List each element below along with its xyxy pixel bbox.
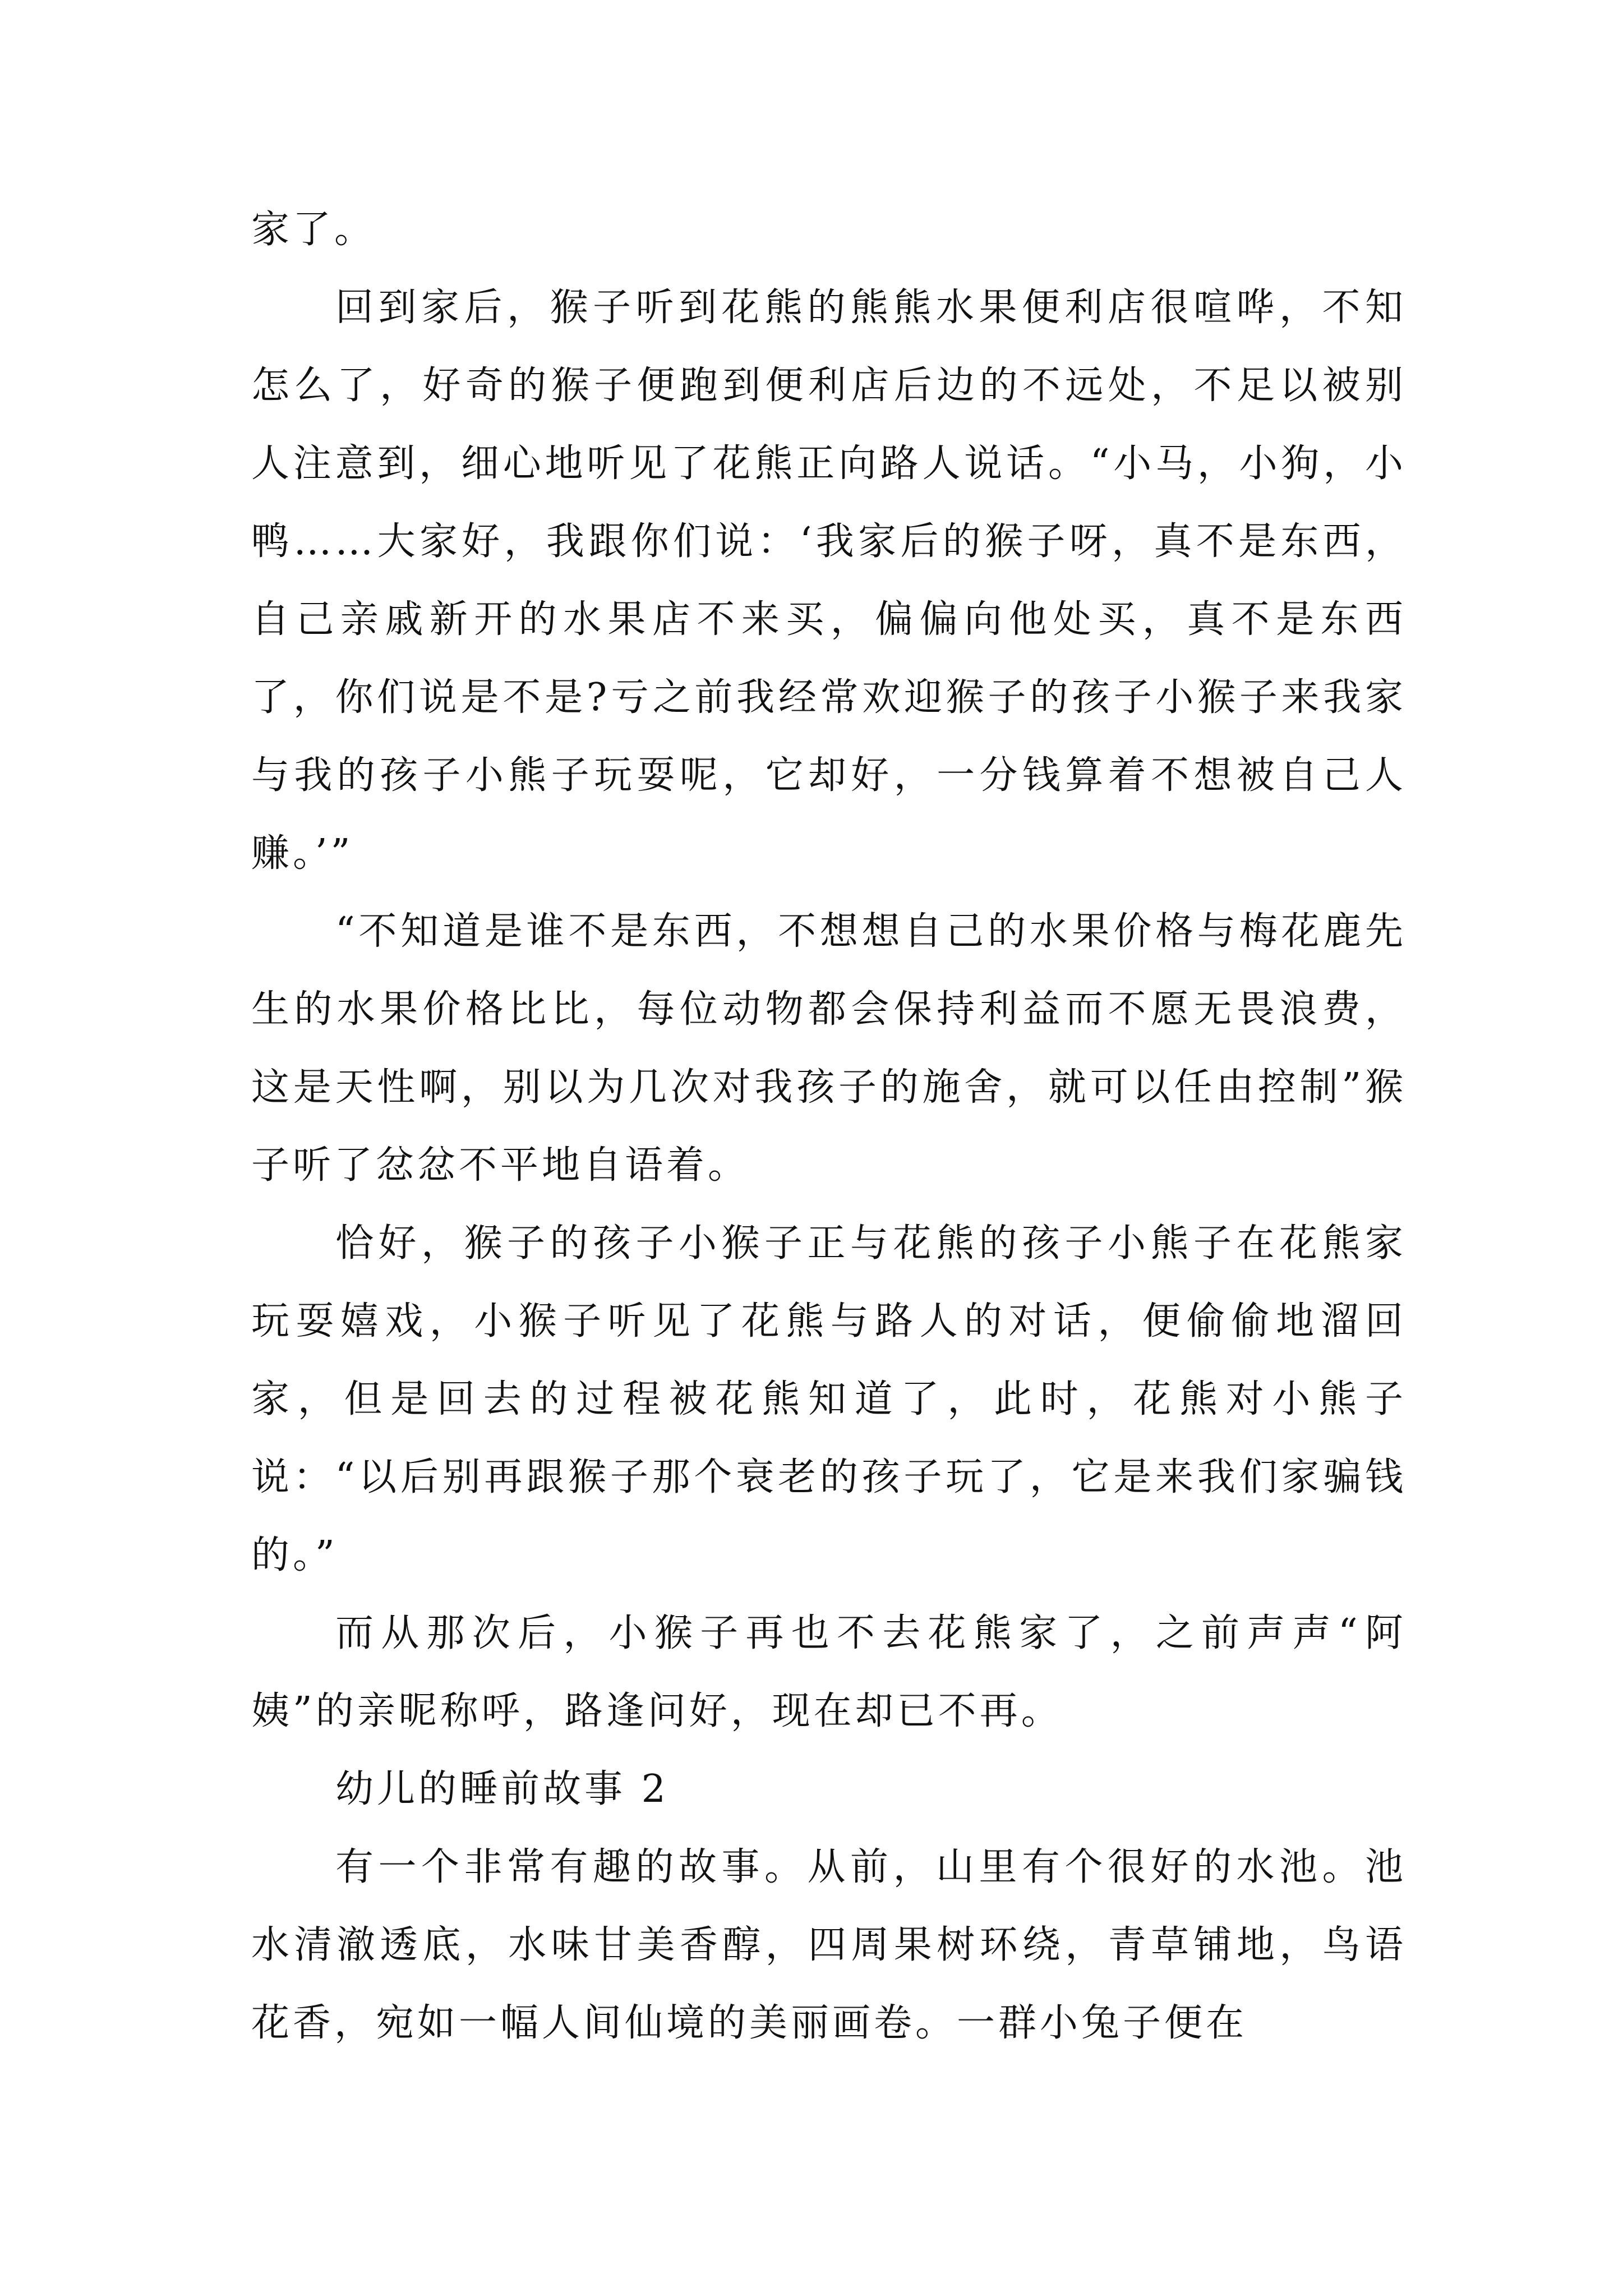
paragraph-story-2-opening: 有一个非常有趣的故事。从前，山里有个很好的水池。池水清澈透底，水味甘美香醇，四周果树环绕，青草铺地，鸟语花香，宛如一幅人间仙境的美丽画卷。一群小兔子便在 [251, 1845, 1407, 2045]
paragraph-continuation: 家了。 [251, 208, 376, 252]
section-heading-story-2: 幼儿的睡前故事 2 [335, 1767, 669, 1811]
paragraph-monkey-hears: 回到家后，猴子听到花熊的熊熊水果便利店很喧哗，不知怎么了，好奇的猴子便跑到便利店后边的不远处，不足以被别人注意到，细心地听见了花熊正向路人说话。“小马，小狗，小鸭……大家好，我跟你们说：‘我家后的猴子呀，真不是东西，自己亲戚新开的水果店不来买，偏偏向他处买，真不是东西了，你们说是不是?亏之前我经常欢迎猴子的孩子小猴子来我家与我的孩子小熊子玩耍呢，它却好，一分钱算着不想被自己人赚。’” [251, 286, 1407, 876]
paragraph-monkey-reply: “不知道是谁不是东西，不想想自己的水果价格与梅花鹿先生的水果价格比比，每位动物都会保持利益而不愿无畏浪费，这是天性啊，别以为几次对我孩子的施舍，就可以任由控制”猴子听了忿忿不平地自语着。 [251, 909, 1407, 1188]
document-body [251, 191, 1407, 2062]
paragraph-aftermath: 而从那次后，小猴子再也不去花熊家了，之前声声“阿姨”的亲昵称呼，路逢问好，现在却已不再。 [251, 1611, 1407, 1733]
paragraph-children-playing: 恰好，猴子的孩子小猴子正与花熊的孩子小熊子在花熊家玩耍嬉戏，小猴子听见了花熊与路人的对话，便偷偷地溜回家，但是回去的过程被花熊知道了，此时，花熊对小熊子说：“以后别再跟猴子那个衰老的孩子玩了，它是来我们家骗钱的。” [251, 1221, 1407, 1577]
